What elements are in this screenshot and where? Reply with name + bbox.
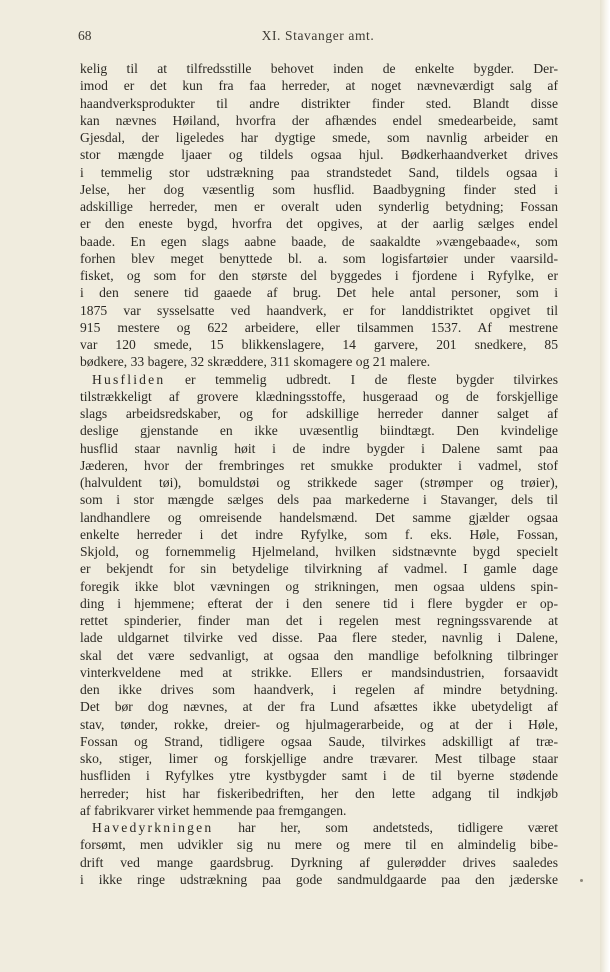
text-line: deslige gjenstande en ikke uvæsentlig biindtægt. Den kvindelige <box>80 423 558 439</box>
text-line: vinterkveldene med at strikke. Ellers er mandsindustrien, forsaavidt <box>80 664 558 680</box>
body-text <box>80 60 558 888</box>
text-line: husfliden i Ryfylkes ytre kystbygder samt i de til byerne stødende <box>80 768 558 784</box>
section-lead-havedyrkningen: Havedyrkningen <box>92 820 214 835</box>
text-line: herreder; hist har fiskeribedriften, her den lette adgang til indkjøb <box>80 785 558 801</box>
text-line: 915 mestere og 622 arbeidere, eller tilsammen 1537. Af mestrene <box>80 319 558 335</box>
text-line: Det bør dog nævnes, at der fra Lund afsættes ikke ubetydeligt af <box>80 699 558 715</box>
ink-speck <box>580 879 583 882</box>
text-fragment: er temmelig udbredt. I de fleste bygder tilvirkes <box>165 371 558 387</box>
text-line: adskillige herreder, men er overalt uden synderlig betydning; Fossan <box>80 199 558 214</box>
text-line: Skjold, og fornemmelig Hjelmeland, hvilken sidstnævnte bygd specielt <box>80 544 558 559</box>
text-line: stor mængde ljaaer og tildels ogsaa hjul. Bødkerhaandverket drives <box>80 147 558 163</box>
text-line: landhandlere og omreisende handelsmænd. Det samme gjælder ogsaa <box>80 509 558 525</box>
text-line: Fossan og Strand, tidligere ogsaa Saude, tilvirkes adskilligt af træ- <box>80 733 558 749</box>
text-line: Jelse, her dog væsentlig som husflid. Baadbygning finder sted i <box>80 181 558 197</box>
text-line: foregik ikke blot vævningen og strikningen, men ogsaa uldens spin- <box>80 578 558 594</box>
text-line: Jæderen, hvor der frembringes ret smukke produkter i vadmel, stof <box>80 457 558 473</box>
page-number: 68 <box>78 28 92 43</box>
text-line: fisket, og som for den største del byggedes i fjordene i Ryfylke, er <box>80 268 558 283</box>
text-line: bødkere, 33 bagere, 32 skræddere, 311 skomagere og 21 malere. <box>80 354 431 370</box>
paragraph-havedyrkning-first-line <box>80 819 558 836</box>
text-line: forsømt, men udvikler sig nu mere og mere til en almindelig bibe- <box>80 837 558 853</box>
text-line: stav, tønder, rokke, dreier- og hjulmagerarbeide, og at der i Høle, <box>80 716 558 732</box>
text-line: i temmelig stor udstrækning paa strandstedet Sand, tildels ogsaa i <box>80 164 558 180</box>
text-line: tilstrækkeligt af grovere klædningsstoffe, husgeraad og de forskjellige <box>80 388 558 404</box>
text-line: kelig til at tilfredsstille behovet inden de enkelte bygder. Der- <box>80 61 558 76</box>
text-line: slags arbeidsredskaber, og for adskillige herreder danner salget af <box>80 406 558 421</box>
text-line: er bekjendt for sin betydelige tilvirkning af vadmel. I gamle dage <box>80 561 558 577</box>
text-line: af fabrikvarer virket hemmende paa fremgangen. <box>80 802 347 818</box>
running-title: XI. Stavanger amt. <box>261 28 375 43</box>
text-line: rettet spinderier, finder man det i regelen mest regningssvarende at <box>80 613 558 628</box>
text-line: (halvuldent tøi), bomuldstøi og strikkede sager (strømper og trøier), <box>80 475 558 490</box>
text-line: ding i hjemmene; efterat der i den senere tid i flere bygder er op- <box>80 595 558 611</box>
text-line: som i stor mængde sælges dels paa markederne i Stavanger, dels til <box>80 492 558 508</box>
text-line: 1875 var sysselsatte ved haandverk, er for landdistriktet opgivet til <box>80 302 558 318</box>
text-line: husflid staar navnlig høit i de indre bygder i Dalene samt paa <box>80 440 558 456</box>
text-line: er den eneste bygd, hvorfra det opgives, at der aarlig sælges endel <box>80 216 558 232</box>
text-line: forhen blev meget benyttede bl. a. som logisfartøier under vaarsild- <box>80 250 558 266</box>
text-line: drift ved mange gaardsbrug. Dyrkning af gulerødder drives saaledes <box>80 854 558 870</box>
text-line: sko, stiger, limer og forskjellige andre trævarer. Mest tilbage staar <box>80 751 558 766</box>
page-edge <box>600 0 610 972</box>
text-line: kan nævnes Høiland, hvorfra der afhændes endel smedearbeide, samt <box>80 112 558 128</box>
text-line: den ikke drives som haandverk, i regelen af mindre betydning. <box>80 682 558 697</box>
text-line: imod er det kun fra faa herreder, at noget nævneværdigt salg af <box>80 78 558 94</box>
text-line: skal det være sedvanligt, at ogsaa den mandlige befolkning tilbringer <box>80 647 558 663</box>
text-line: i den senere tid gaaede af brug. Det hele antal personer, som i <box>80 285 558 301</box>
text-fragment: har her, som andetsteds, tidligere været <box>213 820 558 835</box>
text-line: baade. En egen slags aabne baade, de saakaldte »vængebaade«, som <box>80 233 558 249</box>
text-line: lade uldgarnet tilvirke ved disse. Paa flere steder, navnlig i Dalene, <box>80 630 558 646</box>
text-line: i ikke ringe udstrækning paa gode sandmuldgaarde paa den jæderske <box>80 871 558 887</box>
text-line: haandverksprodukter til andre distrikter finder sted. Blandt disse <box>80 95 558 111</box>
paragraph-husflid-first-line <box>80 371 558 388</box>
text-line: enkelte herreder i det indre Ryfylke, som f. eks. Høle, Fossan, <box>80 526 558 542</box>
page-header <box>78 28 558 48</box>
text-line: var 120 smede, 15 blikkenslagere, 14 garvere, 201 snedkere, 85 <box>80 337 558 352</box>
section-lead-husfliden: Husfliden <box>92 371 166 387</box>
text-line: Gjesdal, der ligeledes har dygtige smede, som navnlig arbeider en <box>80 130 558 145</box>
